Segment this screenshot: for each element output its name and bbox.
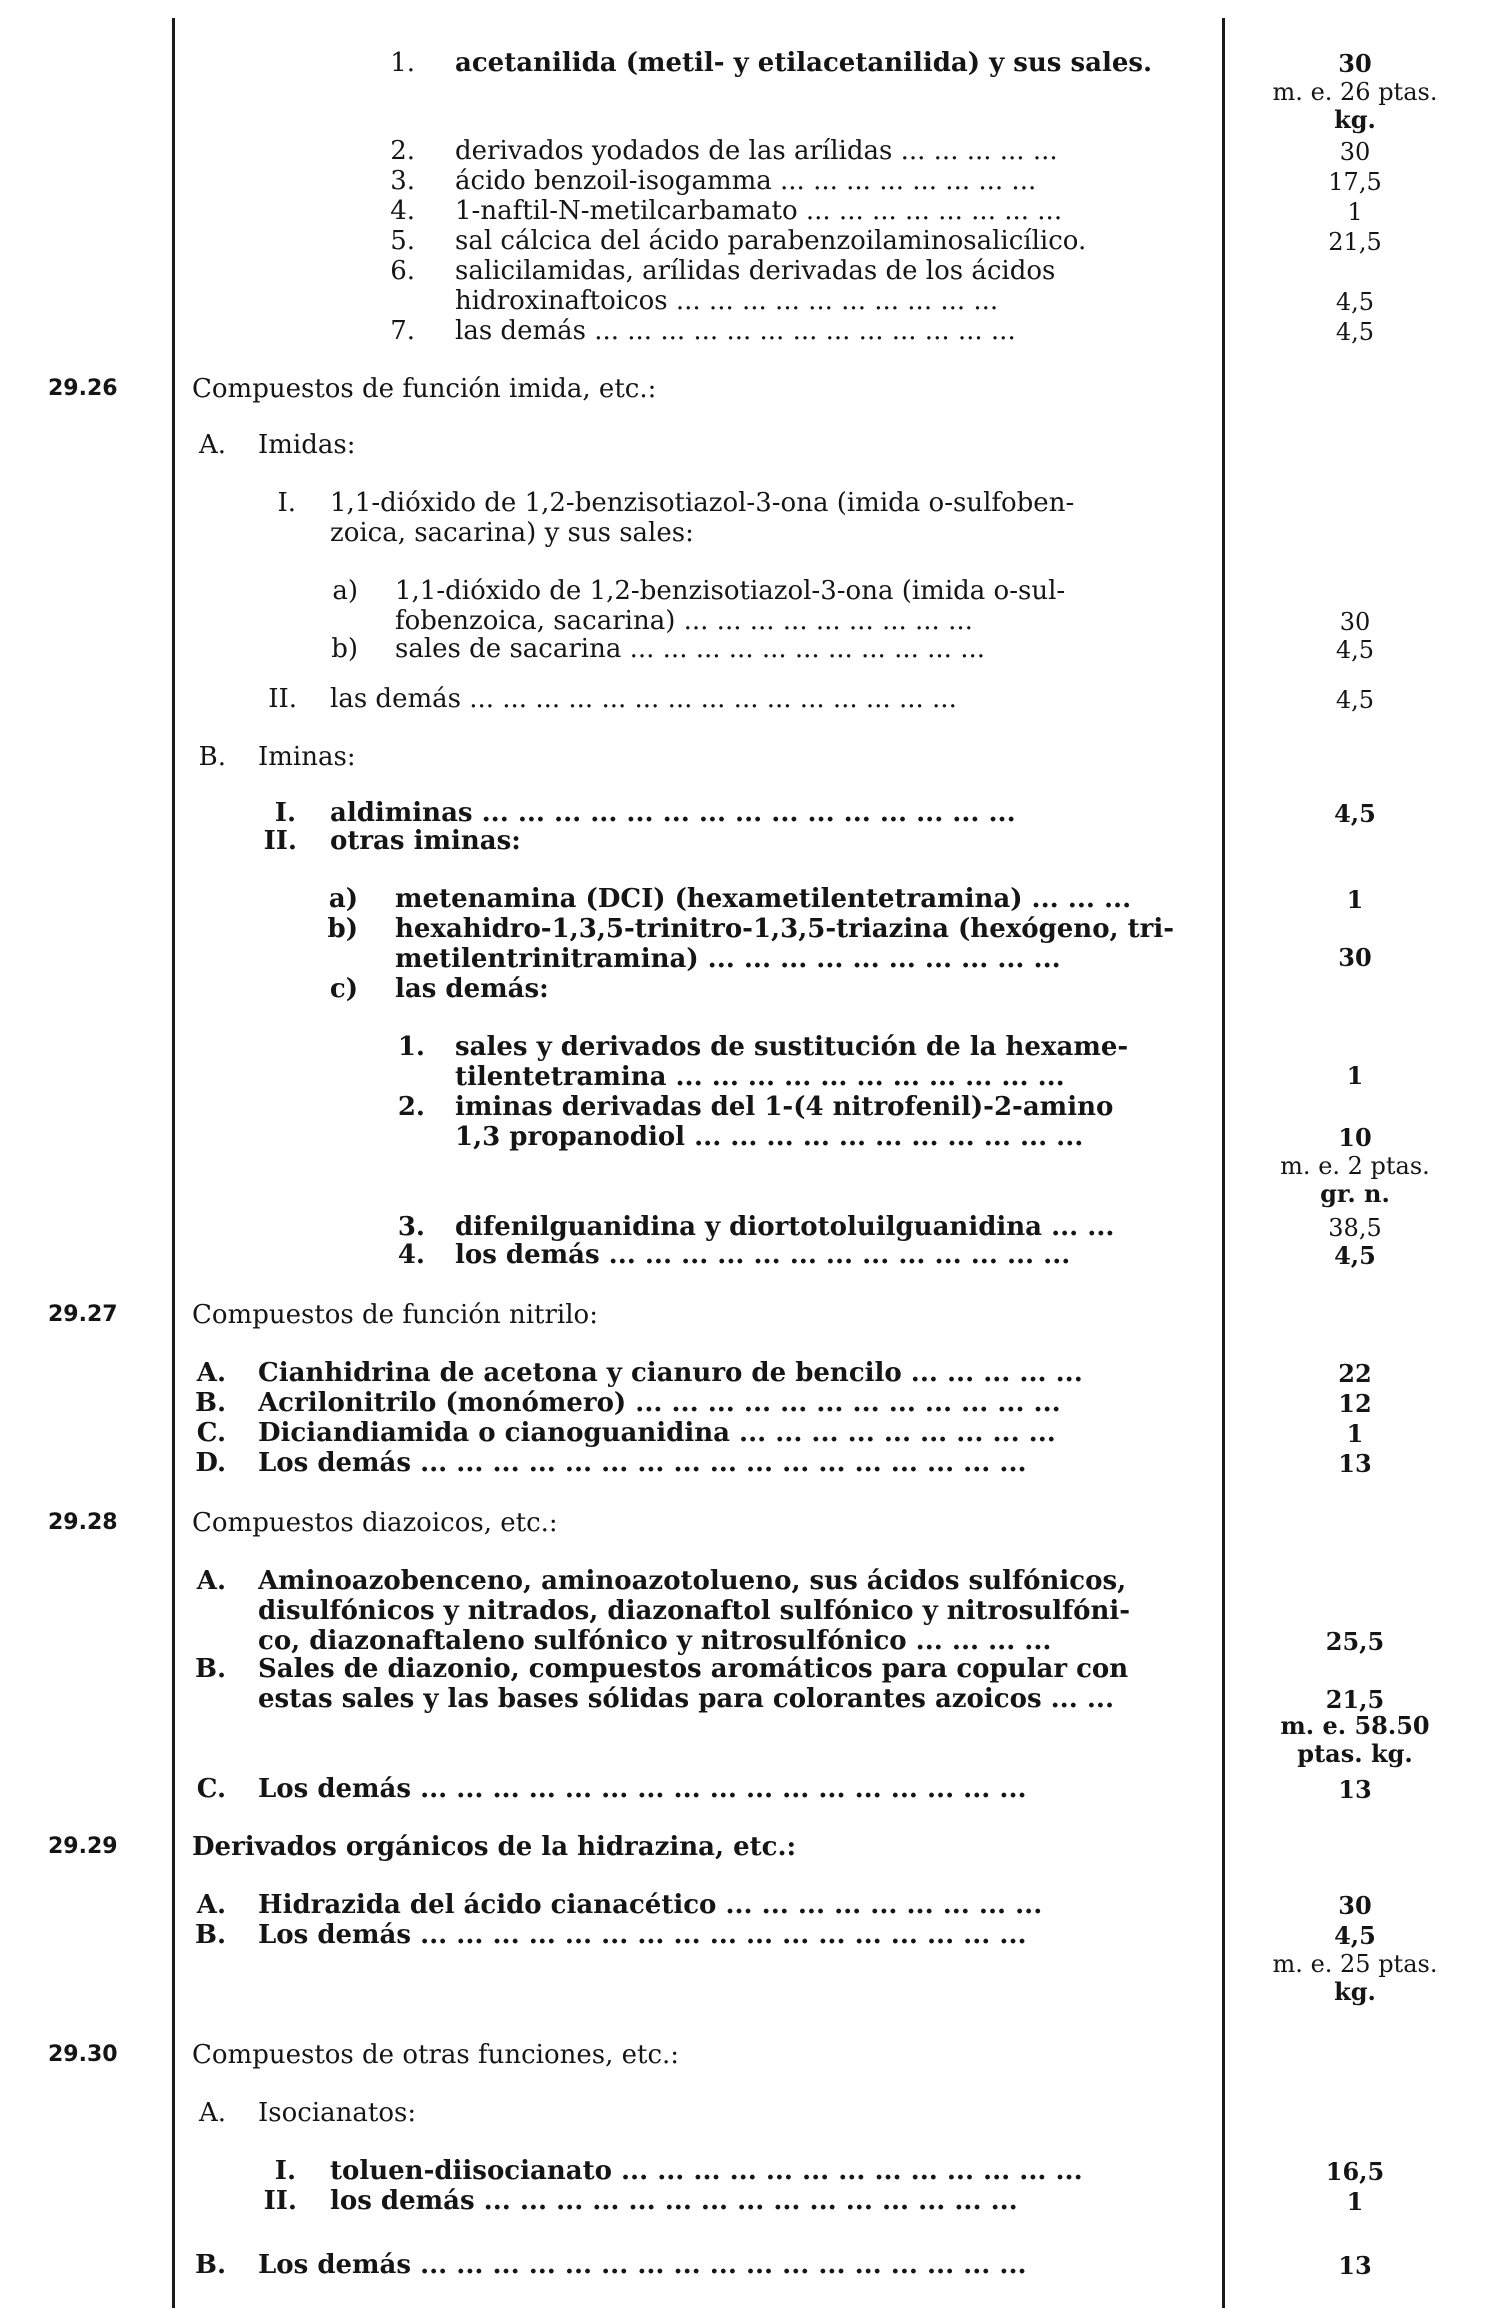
section-heading: Compuestos diazoicos, etc.: [192,1508,558,1538]
item-text: Los demás ... ... ... ... ... ... ... ... ... ... ... ... ... ... ... ... ... [258,2250,1027,2280]
item-marker: B. [194,1654,226,1684]
item-marker: 3. [390,166,415,196]
item-text: acetanilida (metil- y etilacetanilida) y sus sales. [455,48,1153,78]
item-text: Acrilonitrilo (monómero) ... ... ... ... ... ... ... ... ... ... ... ... [258,1388,1061,1418]
rate: 22 [1338,1359,1372,1388]
rate: 12 [1338,1389,1372,1418]
heading-code: 29.26 [48,376,118,401]
item-text: sales de sacarina ... ... ... ... ... ... ... ... ... ... ... [395,634,985,664]
item-text: Aminoazobenceno, aminoazotolueno, sus ácidos sulfónicos, [258,1566,1127,1596]
item-text-continued: tilentetramina ... ... ... ... ... ... ... ... ... ... ... [455,1062,1065,1092]
item-text-continued: zoica, sacarina) y sus sales: [330,518,694,548]
item-marker: c) [329,974,358,1004]
item-text: Los demás ... ... ... ... ... ... ... ... ... ... ... ... ... ... ... ... ... [258,1448,1027,1478]
item-marker: A. [196,1566,226,1596]
item-marker: 5. [390,226,415,256]
rate: 4,5 [1334,1921,1376,1950]
rate-unit: ptas. kg. [1297,1739,1413,1768]
rate: 30 [1338,49,1372,78]
rate: 30 [1338,943,1372,972]
item-marker: 4. [397,1240,425,1270]
item-marker: B. [194,1920,226,1950]
rate-unit: kg. [1334,105,1376,134]
rate-note: m. e. 2 ptas. [1280,1152,1430,1180]
item-text: ácido benzoil-isogamma ... ... ... ... ... ... ... ... [455,166,1037,196]
item-text-continued: co, diazonaftaleno sulfónico y nitrosulfónico ... ... ... ... [258,1626,1052,1656]
item-marker: A. [196,1890,226,1920]
rate: 30 [1339,138,1371,166]
rate-unit: gr. n. [1320,1179,1390,1208]
rate: 4,5 [1335,288,1375,316]
item-marker: b) [331,634,358,664]
item-text: otras iminas: [330,826,521,856]
item-text: las demás ... ... ... ... ... ... ... ... ... ... ... ... ... [455,316,1016,346]
rate: 4,5 [1334,799,1376,828]
item-text: salicilamidas, arílidas derivadas de los ácidos [455,256,1056,286]
item-marker: 1. [390,48,415,78]
item-text: sales y derivados de sustitución de la hexame- [455,1032,1129,1062]
item-text: Hidrazida del ácido cianacético ... ... ... ... ... ... ... ... ... [258,1890,1043,1920]
item-text: toluen-diisocianato ... ... ... ... ... ... ... ... ... ... ... ... ... [330,2156,1083,2186]
rate: 4,5 [1335,318,1375,346]
rate: 10 [1338,1123,1372,1152]
item-marker: I. [274,798,296,828]
rate: 21,5 [1328,228,1382,256]
rate-unit: kg. [1334,1977,1376,2006]
item-marker: A. [196,1358,226,1388]
rate: 30 [1338,1891,1372,1920]
item-text-continued: estas sales y las bases sólidas para colorantes azoicos ... ... [258,1684,1114,1714]
item-text: Cianhidrina de acetona y cianuro de bencilo ... ... ... ... ... [258,1358,1083,1388]
item-marker: 1. [397,1032,425,1062]
item-marker: II. [263,2186,297,2216]
item-marker: I. [277,488,296,518]
item-text: derivados yodados de las arílidas ... ... ... ... ... [455,136,1058,166]
item-text-continued: hidroxinaftoicos ... ... ... ... ... ... ... ... ... ... [455,286,999,316]
item-marker: D. [195,1448,226,1478]
rate: 4,5 [1334,1241,1376,1270]
item-text-continued: metilentrinitramina) ... ... ... ... ... ... ... ... ... ... [395,944,1061,974]
rate: 16,5 [1325,2157,1385,2186]
section-heading: Compuestos de otras funciones, etc.: [192,2040,680,2070]
rate: 1 [1346,885,1364,914]
item-text-continued: fobenzoica, sacarina) ... ... ... ... ... ... ... ... ... [395,606,973,636]
item-marker: C. [196,1418,226,1448]
subsection-text: Iminas: [258,742,356,772]
item-text: los demás ... ... ... ... ... ... ... ... ... ... ... ... ... ... ... [330,2186,1018,2216]
rate: 4,5 [1335,636,1375,664]
rate-note: m. e. 26 ptas. [1272,78,1438,106]
item-text: 1,1-dióxido de 1,2-benzisotiazol-3-ona (imida o-sul- [395,576,1066,606]
rate: 13 [1338,2251,1372,2280]
subsection-marker: B. [194,2250,226,2280]
rate-note: m. e. 25 ptas. [1272,1950,1438,1978]
item-marker: a) [328,884,358,914]
item-text: Los demás ... ... ... ... ... ... ... ... ... ... ... ... ... ... ... ... ... [258,1920,1027,1950]
heading-code: 29.27 [48,1302,118,1327]
rate-note: m. e. 58.50 [1280,1711,1430,1740]
heading-code: 29.28 [48,1510,118,1535]
item-marker: II. [268,684,297,714]
item-text: 1,1-dióxido de 1,2-benzisotiazol-3-ona (imida o-sulfoben- [330,488,1075,518]
rate: 1 [1346,1061,1364,1090]
item-marker: a) [332,576,358,606]
rate: 1 [1346,2187,1364,2216]
heading-code: 29.30 [48,2042,118,2067]
rate: 17,5 [1328,168,1382,196]
item-text: Sales de diazonio, compuestos aromáticos para copular con [258,1654,1129,1684]
heading-code: 29.29 [48,1834,118,1859]
rate: 25,5 [1325,1627,1385,1656]
item-text-continued: 1,3 propanodiol ... ... ... ... ... ... ... ... ... ... ... [455,1122,1084,1152]
subsection-text: Isocianatos: [258,2098,417,2128]
item-text-continued: disulfónicos y nitrados, diazonaftol sulfónico y nitrosulfóni- [258,1596,1131,1626]
subsection-text: Imidas: [258,430,356,460]
subsection-marker: A. [198,430,226,460]
item-marker: 2. [390,136,415,166]
item-text: los demás ... ... ... ... ... ... ... ... ... ... ... ... ... [455,1240,1071,1270]
item-marker: 3. [397,1212,425,1242]
rate: 13 [1338,1449,1372,1478]
section-heading: Derivados orgánicos de la hidrazina, etc.: [192,1832,797,1862]
item-text: Los demás ... ... ... ... ... ... ... ... ... ... ... ... ... ... ... ... ... [258,1774,1027,1804]
item-text: aldiminas ... ... ... ... ... ... ... ... ... ... ... ... ... ... ... [330,798,1016,828]
right-column-rule [1222,18,1225,2308]
rate: 1 [1346,1419,1364,1448]
item-marker: C. [196,1774,226,1804]
rate: 21,5 [1325,1685,1385,1714]
item-marker: b) [327,914,358,944]
subsection-marker: B. [198,742,226,772]
left-column-rule [172,18,175,2308]
item-marker: 7. [390,316,415,346]
rate: 4,5 [1335,686,1375,714]
section-heading: Compuestos de función imida, etc.: [192,374,657,404]
item-marker: 4. [390,196,415,226]
subsection-marker: A. [198,2098,226,2128]
rate: 13 [1338,1775,1372,1804]
item-marker: 6. [390,256,415,286]
item-text: hexahidro-1,3,5-trinitro-1,3,5-triazina (hexógeno, tri- [395,914,1175,944]
item-marker: I. [274,2156,296,2186]
item-text: metenamina (DCI) (hexametilentetramina) ... ... ... [395,884,1132,914]
item-marker: 2. [397,1092,425,1122]
item-text: difenilguanidina y diortotoluilguanidina ... ... [455,1212,1115,1242]
item-text: iminas derivadas del 1-(4 nitrofenil)-2-amino [455,1092,1114,1122]
rate: 1 [1347,198,1363,226]
item-text: 1-naftil-N-metilcarbamato ... ... ... ... ... ... ... ... [455,196,1063,226]
item-text: las demás ... ... ... ... ... ... ... ... ... ... ... ... ... ... ... [330,684,957,714]
item-text: Diciandiamida o cianoguanidina ... ... ... ... ... ... ... ... ... [258,1418,1056,1448]
rate: 38,5 [1328,1214,1382,1242]
rate: 30 [1339,608,1371,636]
section-heading: Compuestos de función nitrilo: [192,1300,598,1330]
item-marker: B. [194,1388,226,1418]
item-text: sal cálcica del ácido parabenzoilaminosalicílico. [455,226,1087,256]
item-marker: II. [263,826,297,856]
item-text: las demás: [395,974,549,1004]
